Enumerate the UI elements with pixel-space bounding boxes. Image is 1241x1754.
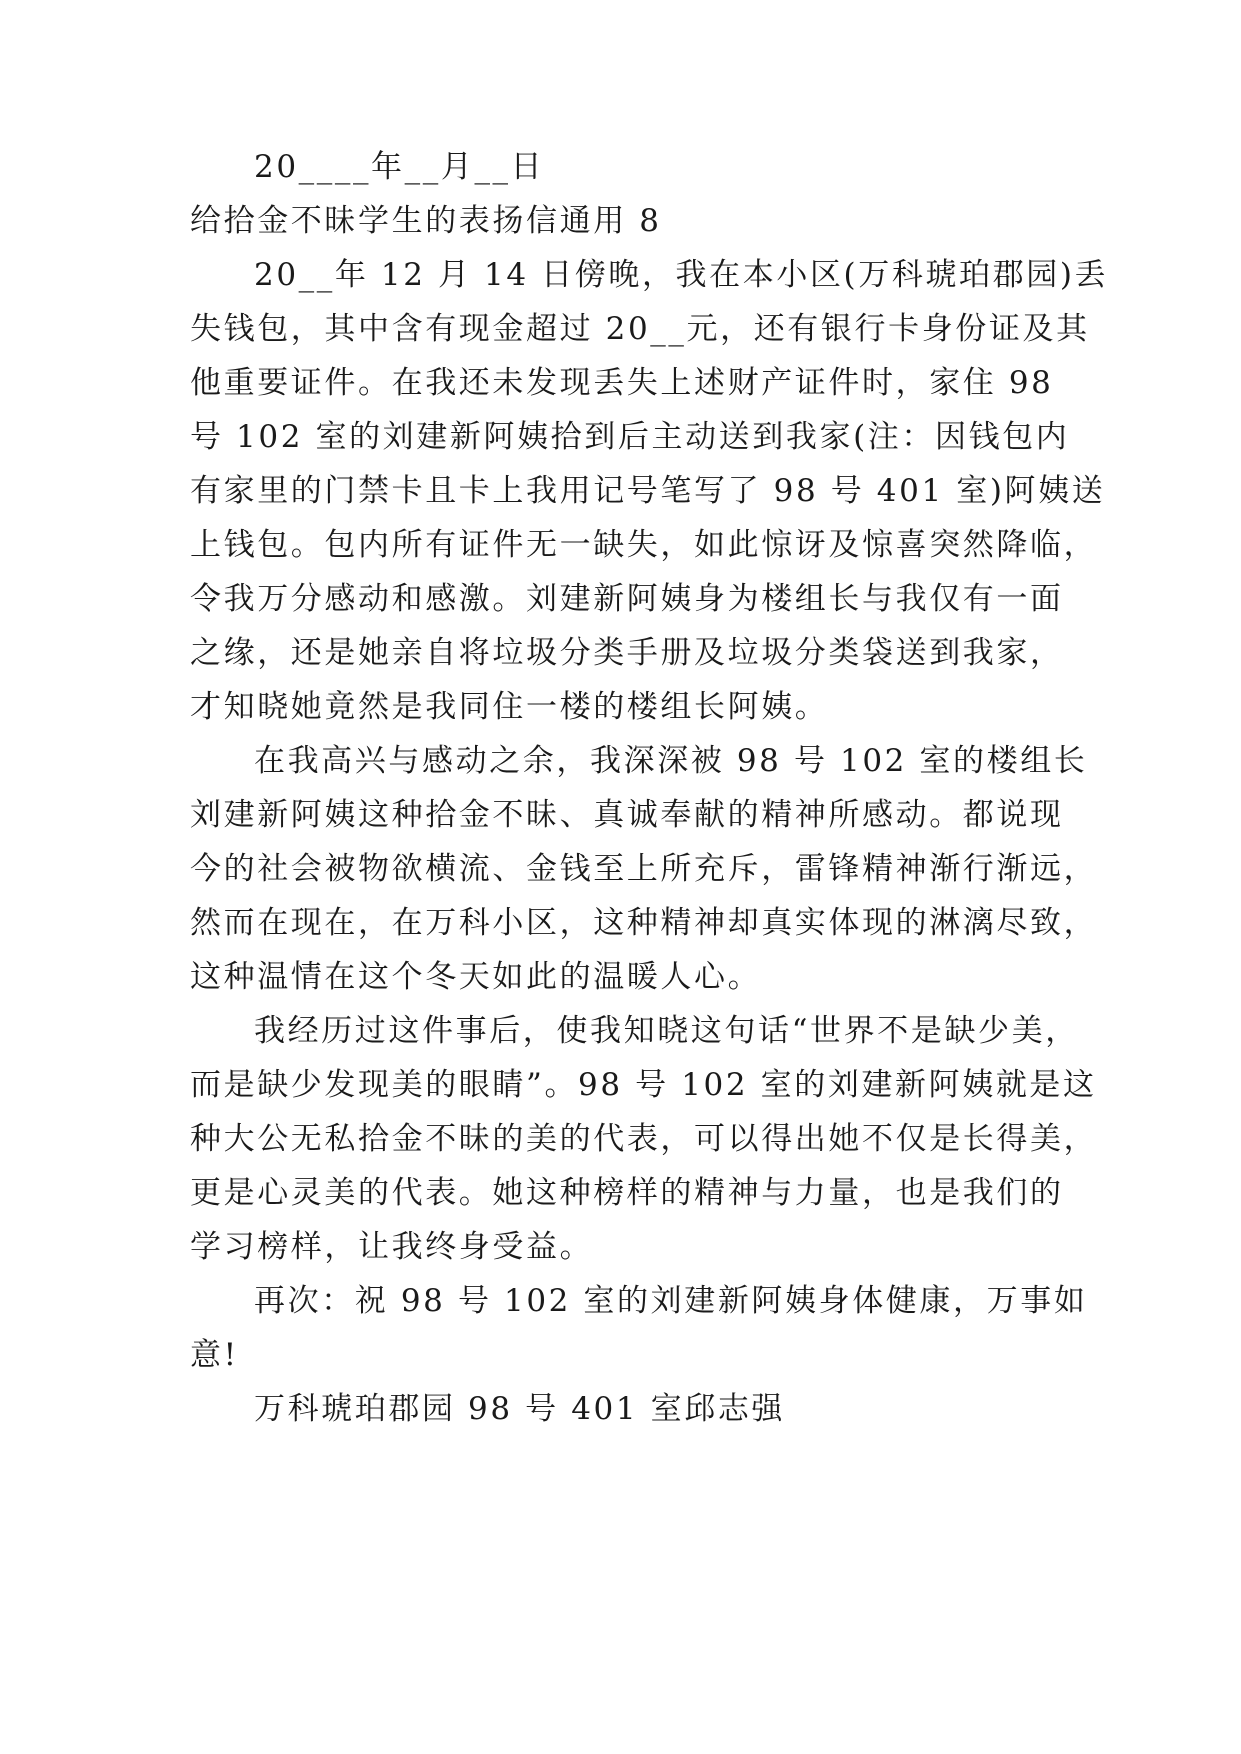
date-line: 20____年__月__日 — [254, 149, 545, 185]
paragraph-3-line-4: 更是心灵美的代表。她这种榜样的精神与力量，也是我们的 — [190, 1175, 1064, 1211]
paragraph-3-line-3: 种大公无私拾金不昧的美的代表，可以得出她不仅是长得美， — [190, 1121, 1098, 1157]
paragraph-1-line-4: 号 102 室的刘建新阿姨拾到后主动送到我家(注：因钱包内 — [190, 419, 1070, 455]
paragraph-3-line-5: 学习榜样，让我终身受益。 — [190, 1229, 594, 1265]
paragraph-1-line-3: 他重要证件。在我还未发现丢失上述财产证件时，家住 98 — [190, 365, 1054, 401]
paragraph-1-line-9: 才知晓她竟然是我同住一楼的楼组长阿姨。 — [190, 689, 829, 725]
paragraph-4-line-2: 意! — [190, 1337, 239, 1373]
signature: 万科琥珀郡园 98 号 401 室邱志强 — [254, 1391, 786, 1427]
paragraph-3-line-2: 而是缺少发现美的眼睛”。98 号 102 室的刘建新阿姨就是这 — [190, 1067, 1097, 1103]
paragraph-2-line-3: 今的社会被物欲横流、金钱至上所充斥，雷锋精神渐行渐远， — [190, 851, 1098, 887]
paragraph-2-line-1: 在我高兴与感动之余，我深深被 98 号 102 室的楼组长 — [254, 743, 1088, 779]
paragraph-3-line-1: 我经历过这件事后，使我知晓这句话“世界不是缺少美， — [254, 1013, 1079, 1049]
letter-title: 给拾金不昧学生的表扬信通用 8 — [190, 203, 662, 239]
paragraph-1-line-2: 失钱包，其中含有现金超过 20__元，还有银行卡身份证及其 — [190, 311, 1090, 347]
paragraph-4-line-1: 再次：祝 98 号 102 室的刘建新阿姨身体健康，万事如 — [254, 1283, 1088, 1319]
paragraph-2-line-4: 然而在现在，在万科小区，这种精神却真实体现的淋漓尽致， — [190, 905, 1098, 941]
paragraph-1-line-5: 有家里的门禁卡且卡上我用记号笔写了 98 号 401 室)阿姨送 — [190, 473, 1106, 509]
paragraph-1-line-8: 之缘，还是她亲自将垃圾分类手册及垃圾分类袋送到我家， — [190, 635, 1064, 671]
paragraph-2-line-5: 这种温情在这个冬天如此的温暖人心。 — [190, 959, 762, 995]
paragraph-1-line-6: 上钱包。包内所有证件无一缺失，如此惊讶及惊喜突然降临， — [190, 527, 1098, 563]
paragraph-1-line-1: 20__年 12 月 14 日傍晚，我在本小区(万科琥珀郡园)丢 — [254, 257, 1109, 293]
paragraph-2-line-2: 刘建新阿姨这种拾金不昧、真诚奉献的精神所感动。都说现 — [190, 797, 1064, 833]
paragraph-1-line-7: 令我万分感动和感激。刘建新阿姨身为楼组长与我仅有一面 — [190, 581, 1064, 617]
